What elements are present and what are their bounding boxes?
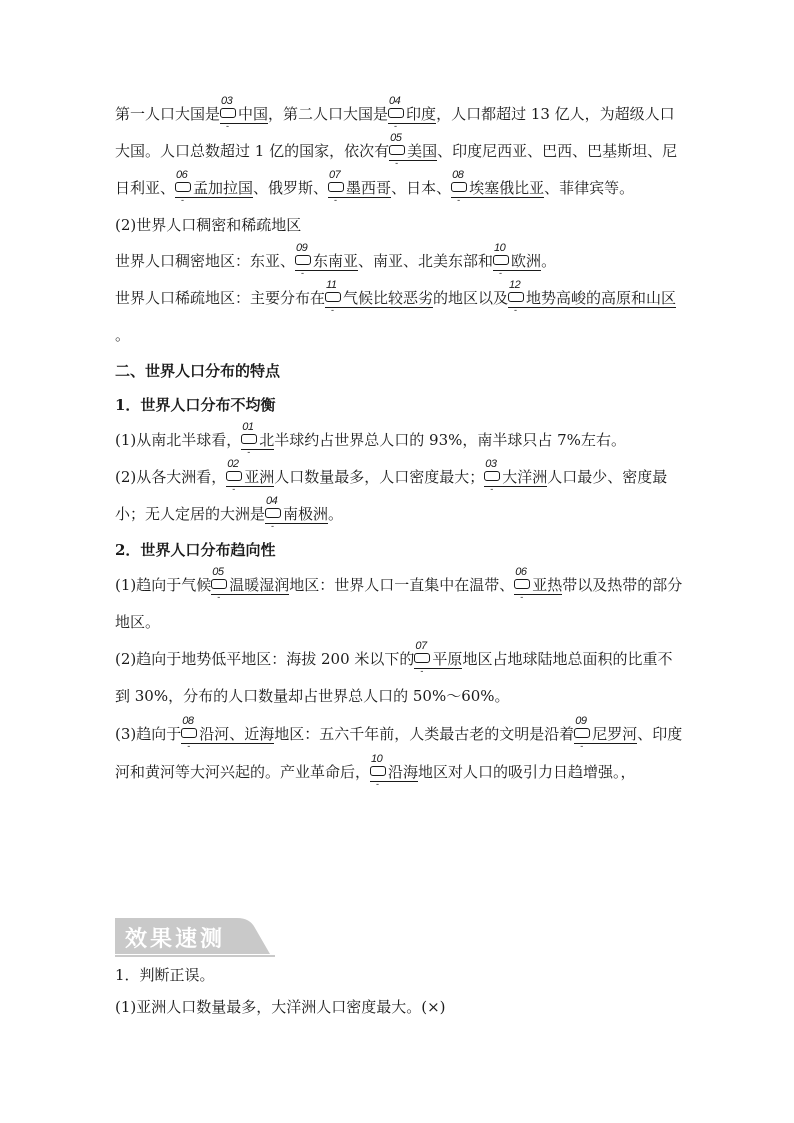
paragraph-rivers-coasts <box>115 715 685 791</box>
dash-icon: - <box>420 667 424 677</box>
dash-icon: - <box>514 306 518 316</box>
blank-number: 11 <box>326 279 337 291</box>
answer-box-icon <box>295 255 311 265</box>
answer-blank <box>508 279 677 316</box>
dash-icon: - <box>580 742 584 752</box>
dash-icon: - <box>187 742 191 752</box>
blank-number: 02 <box>227 458 239 470</box>
answer-text: 美国 <box>407 142 438 160</box>
answer-text: 欧洲 <box>511 252 542 270</box>
blank-number: 08 <box>452 169 464 181</box>
blank-number: 09 <box>575 715 587 727</box>
text: 。 <box>115 326 131 344</box>
dash-icon: - <box>394 122 398 132</box>
answer-blank <box>493 242 542 279</box>
dash-icon: - <box>520 593 524 603</box>
text: 世界人口稀疏地区：主要分布在 <box>115 289 326 307</box>
answer-text: 亚热 <box>532 576 563 594</box>
answer-text: 孟加拉国 <box>193 179 254 197</box>
blank-number: 05 <box>212 566 224 578</box>
answer-text: 地势高峻的高原和山区 <box>526 289 677 307</box>
answer-blank <box>175 169 254 206</box>
subheading-dense-sparse: (2)世界人口稠密和稀疏地区 <box>115 216 302 234</box>
text: 、菲律宾等。 <box>544 179 635 197</box>
answer-blank <box>241 421 275 458</box>
text: 世界人口稠密地区：东亚、 <box>115 252 296 270</box>
answer-box-icon <box>484 471 500 481</box>
question-heading: 1．判断正误。 <box>115 966 215 984</box>
answer-blank <box>325 279 434 316</box>
text: 人口数量最多，人口密度最大； <box>274 468 485 486</box>
answer-box-icon <box>414 653 430 663</box>
blank-number: 07 <box>415 640 427 652</box>
answer-blank <box>265 495 329 532</box>
paragraph-lowlands <box>115 641 685 715</box>
dash-icon: - <box>226 122 230 132</box>
answer-blank <box>389 132 438 169</box>
answer-text: 沿海 <box>388 763 419 781</box>
dash-icon: - <box>490 485 494 495</box>
text: 地区占地球陆地总面积的比重不到 30%，分布的人口数量却占世界总人口的 50%～60%。 <box>115 650 673 705</box>
text: ，第二人口大国是 <box>268 105 389 123</box>
text: 。 <box>541 252 557 270</box>
answer-blank <box>211 566 290 603</box>
answer-text: 大洋洲 <box>502 468 548 486</box>
blank-number: 12 <box>509 279 521 291</box>
text: 、印度尼西亚、巴西、巴基斯坦、尼日利亚、 <box>115 142 678 197</box>
blank-number: 03 <box>485 458 497 470</box>
text: 、南亚、北美东部和 <box>358 252 494 270</box>
answer-blank <box>451 169 545 206</box>
answer-text: 东南亚 <box>313 252 359 270</box>
answer-blank <box>181 715 275 752</box>
answer-blank <box>295 242 359 279</box>
answer-text: 平原 <box>432 650 463 668</box>
paragraph-dense-regions <box>115 243 685 280</box>
paragraph-hemispheres <box>115 422 685 459</box>
banner-title: 效果速测 <box>125 927 226 952</box>
answer-blank <box>514 566 563 603</box>
dash-icon: - <box>217 593 221 603</box>
answer-box-icon <box>265 508 281 518</box>
answer-box-icon <box>388 108 404 118</box>
study-notes <box>115 96 685 791</box>
text: 、印度河和黄河等大河兴起的。产业革命后， <box>115 725 683 781</box>
answer-box-icon <box>574 728 590 738</box>
paragraph-populous-countries <box>115 96 685 207</box>
blank-number: 03 <box>221 95 233 107</box>
effect-test-banner <box>115 918 275 958</box>
dash-icon: - <box>181 196 185 206</box>
blank-number: 07 <box>329 169 341 181</box>
blank-number: 10 <box>371 753 383 765</box>
answer-box-icon <box>451 182 467 192</box>
text: 。 <box>328 505 344 523</box>
blank-number: 06 <box>515 566 527 578</box>
blank-number: 10 <box>494 242 506 254</box>
text: 带以及热带的部分地区。 <box>115 576 683 631</box>
dash-icon: - <box>334 196 338 206</box>
text: (2)从各大洲看， <box>115 468 227 486</box>
text: 半球约占世界总人口的 93%，南半球只占 7%左右。 <box>274 431 626 449</box>
text: 地区对人口的吸引力日趋增强。， <box>418 763 636 781</box>
section-heading: 二、世界人口分布的特点 <box>115 362 281 380</box>
dash-icon: - <box>376 780 380 790</box>
text: 地区：世界人口一直集中在温带、 <box>289 576 515 594</box>
answer-text: 温暖湿润 <box>229 576 290 594</box>
blank-number: 01 <box>242 421 254 433</box>
answer-text: 亚洲 <box>244 468 275 486</box>
answer-box-icon <box>226 471 242 481</box>
answer-text: 中国 <box>238 105 269 123</box>
answer-box-icon <box>493 255 509 265</box>
answer-text: 北 <box>259 431 275 449</box>
paragraph-climate <box>115 567 685 641</box>
paragraph-continents <box>115 459 685 533</box>
blank-number: 09 <box>296 242 308 254</box>
answer-blank <box>226 458 275 495</box>
blank-number: 08 <box>182 715 194 727</box>
answer-box-icon <box>514 579 530 589</box>
answer-text: 尼罗河 <box>592 725 638 743</box>
answer-blank <box>370 753 419 790</box>
answer-blank <box>388 95 437 132</box>
answer-text: 沿河、近海 <box>199 725 275 743</box>
blank-number: 04 <box>266 495 278 507</box>
answer-blank <box>220 95 269 132</box>
answer-text: 印度 <box>406 105 437 123</box>
point-heading-uneven: 1．世界人口分布不均衡 <box>115 396 276 414</box>
dash-icon: - <box>331 306 335 316</box>
dash-icon: - <box>457 196 461 206</box>
answer-box-icon <box>181 728 197 738</box>
point-heading-tendency: 2．世界人口分布趋向性 <box>115 541 276 559</box>
answer-box-icon <box>241 434 257 444</box>
dash-icon: - <box>271 522 275 532</box>
answer-box-icon <box>328 182 344 192</box>
question-item: (1)亚洲人口数量最多，大洋洲人口密度最大。(×) <box>115 998 446 1016</box>
text: 、日本、 <box>391 179 452 197</box>
dash-icon: - <box>395 159 399 169</box>
answer-box-icon <box>220 108 236 118</box>
answer-text: 墨西哥 <box>346 179 392 197</box>
answer-text: 埃塞俄比亚 <box>469 179 545 197</box>
answer-text: 南极洲 <box>283 505 329 523</box>
blank-number: 04 <box>389 95 401 107</box>
text: (3)趋向于 <box>115 725 182 743</box>
answer-blank <box>574 715 638 752</box>
blank-number: 06 <box>176 169 188 181</box>
answer-box-icon <box>508 292 524 302</box>
text: 的地区以及 <box>433 289 509 307</box>
dash-icon: - <box>301 269 305 279</box>
answer-blank <box>328 169 392 206</box>
answer-box-icon <box>325 292 341 302</box>
text: (1)趋向于气候 <box>115 576 212 594</box>
answer-box-icon <box>211 579 227 589</box>
text: (2)趋向于地势低平地区：海拔 200 米以下的 <box>115 650 415 668</box>
text: (1)从南北半球看， <box>115 431 242 449</box>
answer-text: 气候比较恶劣 <box>343 289 434 307</box>
text: 、俄罗斯、 <box>253 179 329 197</box>
dash-icon: - <box>499 269 503 279</box>
answer-box-icon <box>370 766 386 776</box>
answer-box-icon <box>389 145 405 155</box>
text: 第一人口大国是 <box>115 105 221 123</box>
text: ，人口都超过 13 亿人，为超级人口大国。人口总数超过 1 亿的国家，依次有 <box>115 105 675 160</box>
answer-blank <box>484 458 548 495</box>
answer-blank <box>414 640 463 677</box>
dash-icon: - <box>247 448 251 458</box>
paragraph-sparse-regions <box>115 280 685 354</box>
text: 地区：五六千年前，人类最古老的文明是沿着 <box>274 725 575 743</box>
answer-box-icon <box>175 182 191 192</box>
blank-number: 05 <box>390 132 402 144</box>
dash-icon: - <box>232 485 236 495</box>
text: 人口最少、密度最小；无人定居的大洲是 <box>115 468 668 523</box>
